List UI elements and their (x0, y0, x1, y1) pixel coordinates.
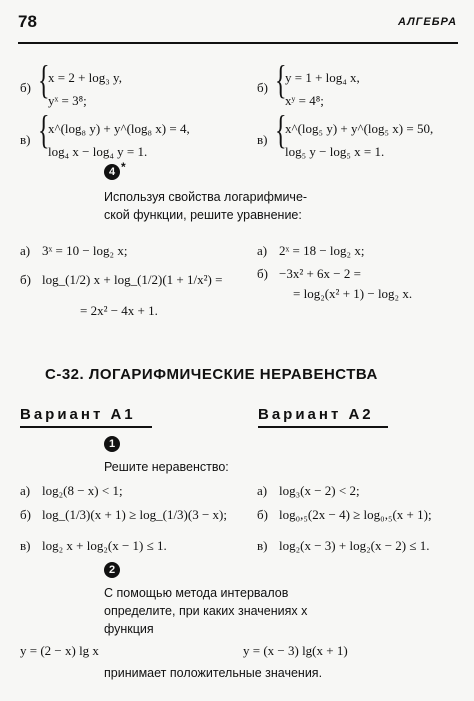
system-v-right-label: в) (257, 132, 268, 147)
system-v-left-eq2: log₄ x − log₄ y = 1. (48, 144, 148, 159)
task-2-badge: 2 (104, 562, 120, 578)
variant-a1-underline (20, 426, 152, 428)
task-2-instruction-line2: определите, при каких значениях x (104, 604, 308, 618)
task-2-conclusion: принимает положительные значения. (104, 666, 323, 680)
system-b-right-brace: { (275, 57, 287, 102)
task-1-left-a-label: а) (20, 483, 31, 498)
system-b-left-eq2: yˣ = 3⁸; (48, 93, 87, 108)
task-1-left-a-inequality: log₂(8 − x) < 1; (42, 483, 123, 498)
task-4-instruction-line1: Используя свойства логарифмиче- (104, 190, 308, 204)
task-1-left-v-label: в) (20, 538, 31, 553)
header-rule (18, 42, 458, 44)
task-1-right-v-inequality: log₂(x − 3) + log₂(x − 2) ≤ 1. (279, 538, 430, 553)
task-1-right-v-label: в) (257, 538, 268, 553)
system-v-right-eq1: x^(log₅ y) + y^(log₅ x) = 50, (285, 121, 434, 136)
task-4-badge: 4 (104, 164, 120, 180)
task-1-left-v-inequality: log₂ x + log₂(x − 1) ≤ 1. (42, 538, 167, 553)
task-2-instruction-line1: С помощью метода интервалов (104, 586, 289, 600)
system-b-left-eq1: x = 2 + log₃ y, (48, 70, 122, 85)
task-4-a-right-equation: 2ˣ = 18 − log₂ x; (279, 243, 365, 258)
system-v-left-label: в) (20, 132, 31, 147)
task-4-b-left-equation-line2: = 2x² − 4x + 1. (80, 303, 158, 318)
task-1-right-b-inequality: log₀,₅(2x − 4) ≥ log₀,₅(x + 1); (279, 507, 432, 522)
system-b-right-eq1: y = 1 + log₄ x, (285, 70, 360, 85)
system-b-right-eq2: xʸ = 4⁸; (285, 93, 324, 108)
variant-a2-title: Вариант А2 (258, 406, 374, 423)
system-b-right-label: б) (257, 80, 268, 95)
system-b-left-brace: { (38, 57, 50, 102)
task-4-star: * (121, 160, 126, 174)
system-v-right-eq2: log₅ y − log₅ x = 1. (285, 144, 385, 159)
task-4-a-left-label: а) (20, 243, 31, 258)
task-2-instruction-line3: функция (104, 622, 154, 636)
task-1-instruction: Решите неравенство: (104, 460, 229, 474)
task-4-b-right-equation-line2: = log₂(x² + 1) − log₂ x. (293, 286, 413, 301)
system-v-left-brace: { (38, 107, 50, 152)
page-number: 78 (18, 12, 37, 31)
running-header: АЛГЕБРА (398, 16, 458, 28)
system-v-left-eq1: x^(log₈ y) + y^(log₈ x) = 4, (48, 121, 190, 136)
task-4-a-right-label: а) (257, 243, 268, 258)
task-2-function-right: y = (x − 3) lg(x + 1) (243, 643, 348, 658)
variant-a2-underline (258, 426, 388, 428)
task-4-b-left-label: б) (20, 272, 31, 287)
section-title: С-32. ЛОГАРИФМИЧЕСКИЕ НЕРАВЕНСТВА (45, 366, 378, 383)
task-4-instruction-line2: ской функции, решите уравнение: (104, 208, 302, 222)
task-1-right-a-inequality: log₃(x − 2) < 2; (279, 483, 360, 498)
task-4-b-left-equation-line1: log_(1/2) x + log_(1/2)(1 + 1/x²) = (42, 272, 223, 287)
task-4-b-right-label: б) (257, 266, 268, 281)
task-1-right-a-label: а) (257, 483, 268, 498)
system-b-left-label: б) (20, 80, 31, 95)
task-1-left-b-label: б) (20, 507, 31, 522)
system-v-right-brace: { (275, 107, 287, 152)
task-1-right-b-label: б) (257, 507, 268, 522)
task-4-a-left-equation: 3ˣ = 10 − log₂ x; (42, 243, 128, 258)
task-1-left-b-inequality: log_(1/3)(x + 1) ≥ log_(1/3)(3 − x); (42, 507, 227, 522)
variant-a1-title: Вариант А1 (20, 406, 136, 423)
task-4-b-right-equation-line1: −3x² + 6x − 2 = (279, 266, 361, 281)
task-1-badge: 1 (104, 436, 120, 452)
task-2-function-left: y = (2 − x) lg x (20, 643, 99, 658)
